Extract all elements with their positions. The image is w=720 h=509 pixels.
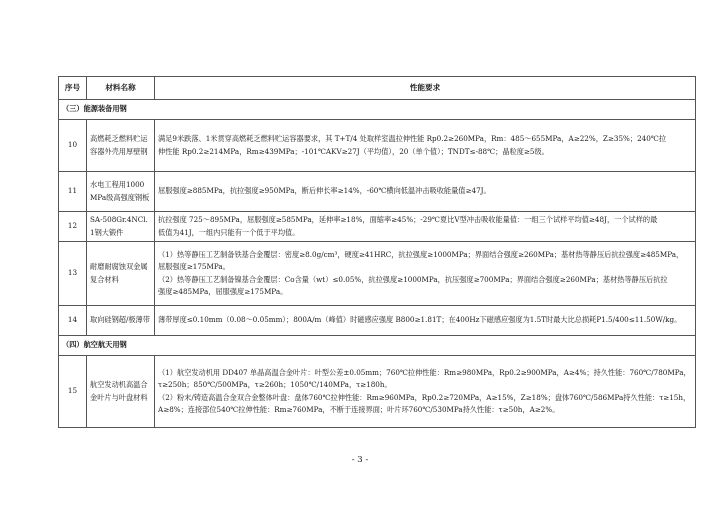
row-number: 11 <box>59 172 87 212</box>
requirement-cell <box>155 212 696 242</box>
requirement-cell <box>155 356 696 428</box>
row-number: 13 <box>59 242 87 306</box>
row-number: 12 <box>59 212 87 242</box>
table-row <box>59 212 696 242</box>
header-name: 材料名称 <box>87 77 155 100</box>
section-title-energy: （三）能源装备用钢 <box>59 100 696 120</box>
requirement-line: （2）粉末/铸造高温合金双合金整体叶盘：盘体760℃拉伸性能：Rm≥960MPa，Rp0.2≥720MPa，A≥15%，Z≥18%；盘体760℃/586MPa持久性能：τ≥15h， <box>158 392 691 402</box>
requirement-line: 屈服强度≥175MPa。 <box>158 262 230 271</box>
requirement-line: 伸性能 Rp0.2≥214MPa，Rm≥439MPa；-101℃AKV≥27J（平均值），20（单个值）；TNDT≤-88℃；晶粒度≥5级。 <box>158 146 549 156</box>
material-name: 高燃耗乏燃料贮运容器外壳用厚壁钢 <box>87 120 155 172</box>
requirement-line: τ≥250h；850℃/500MPa，τ≥260h；1050℃/140MPa，τ≥180h。 <box>158 380 392 389</box>
material-spec-table <box>58 76 696 428</box>
table-header-row <box>59 77 696 100</box>
material-name: SA-508Gr.4NCl.1钢大锻件 <box>87 212 155 242</box>
table-row <box>59 172 696 212</box>
table-row <box>59 356 696 428</box>
row-number: 10 <box>59 120 87 172</box>
material-name: 航空发动机高温合金叶片与叶盘材料 <box>87 356 155 428</box>
section-row <box>59 336 696 356</box>
table-row <box>59 306 696 336</box>
section-title-aerospace: （四）航空航天用钢 <box>59 336 696 356</box>
requirement-cell <box>155 242 696 306</box>
row-number: 14 <box>59 306 87 336</box>
requirement-line: 强度≥485MPa，屈服强度≥175MPa。 <box>158 287 288 296</box>
requirement-line: （1）航空发动机用 DD407 单晶高温合金叶片：叶型公差±0.05mm；760℃拉伸性能：Rm≥980MPa，Rp0.2≥900MPa，A≥4%；持久性能：760℃/780MPa， <box>158 367 691 377</box>
requirement-line: （2）热等静压工艺制备镍基合金覆层：Co含量（wt）≤0.05%，抗拉强度≥1000MPa，抗压强度≥700MPa；界面结合强度≥260MPa；基材热等静压后抗拉 <box>158 274 668 284</box>
page-number: - 3 - <box>351 455 369 465</box>
header-no: 序号 <box>59 77 87 100</box>
requirement-line: 低值为41J，一组内只能有一个低于平均值。 <box>158 227 300 237</box>
requirement-line: A≥8%；连接部位540℃拉伸性能：Rm≥760MPa，不断于连接界面；叶片环760℃/530MPa持久性能：τ≥50h，A≥2%。 <box>158 405 560 414</box>
table-row <box>59 242 696 306</box>
requirement-cell <box>155 120 696 172</box>
requirement-line: 薄带厚度≤0.10mm（0.08～0.05mm）；800A/m（峰值）时磁感应强度 B800≥1.81T；在400Hz下磁感应强度为1.5T时最大比总损耗P1.5/400≤11.50W/kg。 <box>158 315 682 325</box>
material-name: 取向硅钢超/极薄带 <box>87 306 155 336</box>
requirement-cell <box>155 172 696 212</box>
header-requirement: 性能要求 <box>155 77 696 100</box>
requirement-line: 满足9米跌落、1米贯穿高燃耗乏燃料贮运容器要求，其 T+T/4 处取样室温拉伸性能 Rp0.2≥260MPa，Rm：485～655MPa，A≥22%，Z≥35%；240℃拉 <box>158 134 667 143</box>
table-row <box>59 120 696 172</box>
row-number: 15 <box>59 356 87 428</box>
requirement-cell <box>155 306 696 336</box>
material-name: 耐磨耐腐蚀双金属复合材料 <box>87 242 155 306</box>
requirement-line: 屈服强度≥885MPa，抗拉强度≥950MPa，断后伸长率≥14%，-60℃横向低温冲击吸收能量值≥47J。 <box>158 186 491 196</box>
material-name: 水电工程用1000MPa级高强度钢板 <box>87 172 155 212</box>
requirement-line: 抗拉强度 725～895MPa，屈服强度≥585MPa，延伸率≥18%，面缩率≥45%；-29℃夏比V型冲击吸收能量值：一组三个试样平均值≥48J，一个试样的最 <box>158 215 658 224</box>
requirement-line: （1）热等静压工艺制备铁基合金覆层：密度≥8.0g/cm³，硬度≥41HRC，抗拉强度≥1000MPa；界面结合强度≥260MPa；基材热等静压后抗拉强度≥485MPa， <box>158 249 684 259</box>
section-row <box>59 100 696 120</box>
